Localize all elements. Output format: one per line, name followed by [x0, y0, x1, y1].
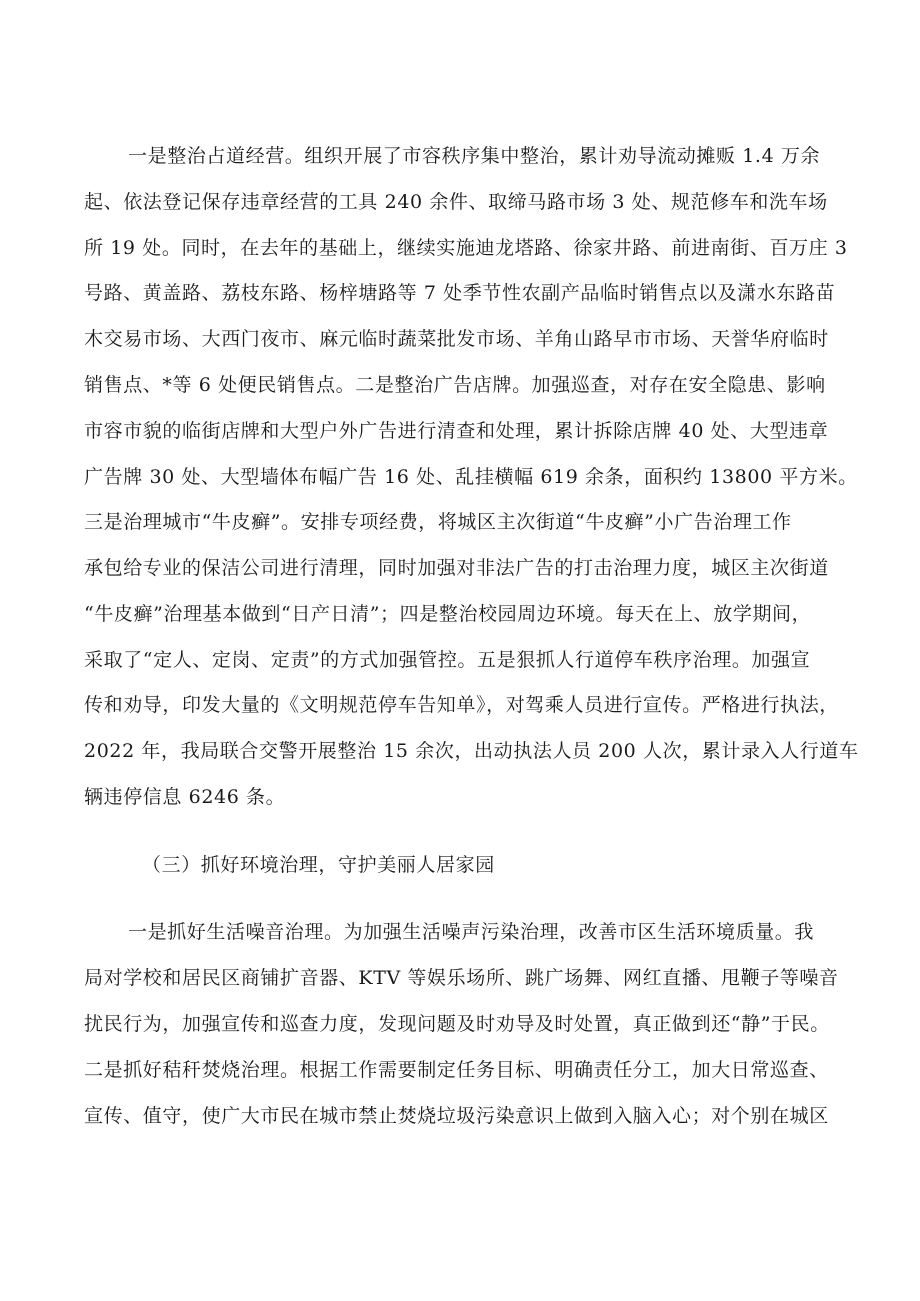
paragraph-line: 号路、黄盖路、荔枝东路、杨梓塘路等 7 处季节性农副产品临时销售点以及潇水东路苗: [84, 282, 836, 304]
paragraph-line: 一是整治占道经营。组织开展了市容秩序集中整治，累计劝导流动摊贩 1.4 万余: [128, 145, 821, 167]
paragraph-line: 市容市貌的临街店牌和大型户外广告进行清查和处理，累计拆除店牌 40 处、大型违章: [84, 420, 829, 442]
paragraph-line: 2022 年，我局联合交警开展整治 15 余次，出动执法人员 200 人次，累计录入人行道车: [84, 740, 859, 762]
paragraph-line: 广告牌 30 处、大型墙体布幅广告 16 处、乱挂横幅 619 余条，面积约 13800 平方米。: [84, 466, 858, 488]
paragraph-line: 宣传、值守，使广大市民在城市禁止焚烧垃圾污染意识上做到入脑入心；对个别在城区: [84, 1105, 829, 1127]
paragraph-line: “牛皮癣”治理基本做到“日产日清”；四是整治校园周边环境。每天在上、放学期间，: [84, 603, 812, 625]
paragraph-line: 传和劝导，印发大量的《文明规范停车告知单》，对驾乘人员进行宣传。严格进行执法，: [84, 694, 839, 716]
paragraph-line: 承包给专业的保洁公司进行清理，同时加强对非法广告的打击治理力度，城区主次街道: [84, 557, 829, 579]
paragraph-line: 一是抓好生活噪音治理。为加强生活噪声污染治理，改善市区生活环境质量。我: [128, 921, 815, 943]
paragraph-line: 所 19 处。同时，在去年的基础上，继续实施迪龙塔路、徐家井路、前进南街、百万庄 3: [84, 237, 848, 259]
paragraph-line: 起、依法登记保存违章经营的工具 240 余件、取缔马路市场 3 处、规范修车和洗车场: [84, 191, 828, 213]
paragraph-line: 扰民行为，加强宣传和巡查力度，发现问题及时劝导及时处置，真正做到还“静”于民。: [84, 1013, 830, 1035]
section-heading: （三）抓好环境治理，守护美丽人居家园: [142, 854, 495, 876]
paragraph-line: 辆违停信息 6246 条。: [84, 786, 286, 808]
paragraph-line: 销售点、*等 6 处便民销售点。二是整治广告店牌。加强巡查，对存在安全隐患、影响: [84, 374, 826, 396]
paragraph-line: 局对学校和居民区商铺扩音器、KTV 等娱乐场所、跳广场舞、网红直播、甩鞭子等噪音: [84, 967, 839, 989]
paragraph-line: 采取了“定人、定岗、定责”的方式加强管控。五是狠抓人行道停车秩序治理。加强宣: [84, 649, 811, 671]
paragraph-line: 三是治理城市“牛皮癣”。安排专项经费，将城区主次街道“牛皮癣”小广告治理工作: [84, 511, 792, 533]
paragraph-line: 二是抓好秸秆焚烧治理。根据工作需要制定任务目标、明确责任分工，加大日常巡查、: [84, 1059, 829, 1081]
paragraph-line: 木交易市场、大西门夜市、麻元临时蔬菜批发市场、羊角山路早市市场、天誉华府临时: [84, 328, 829, 350]
